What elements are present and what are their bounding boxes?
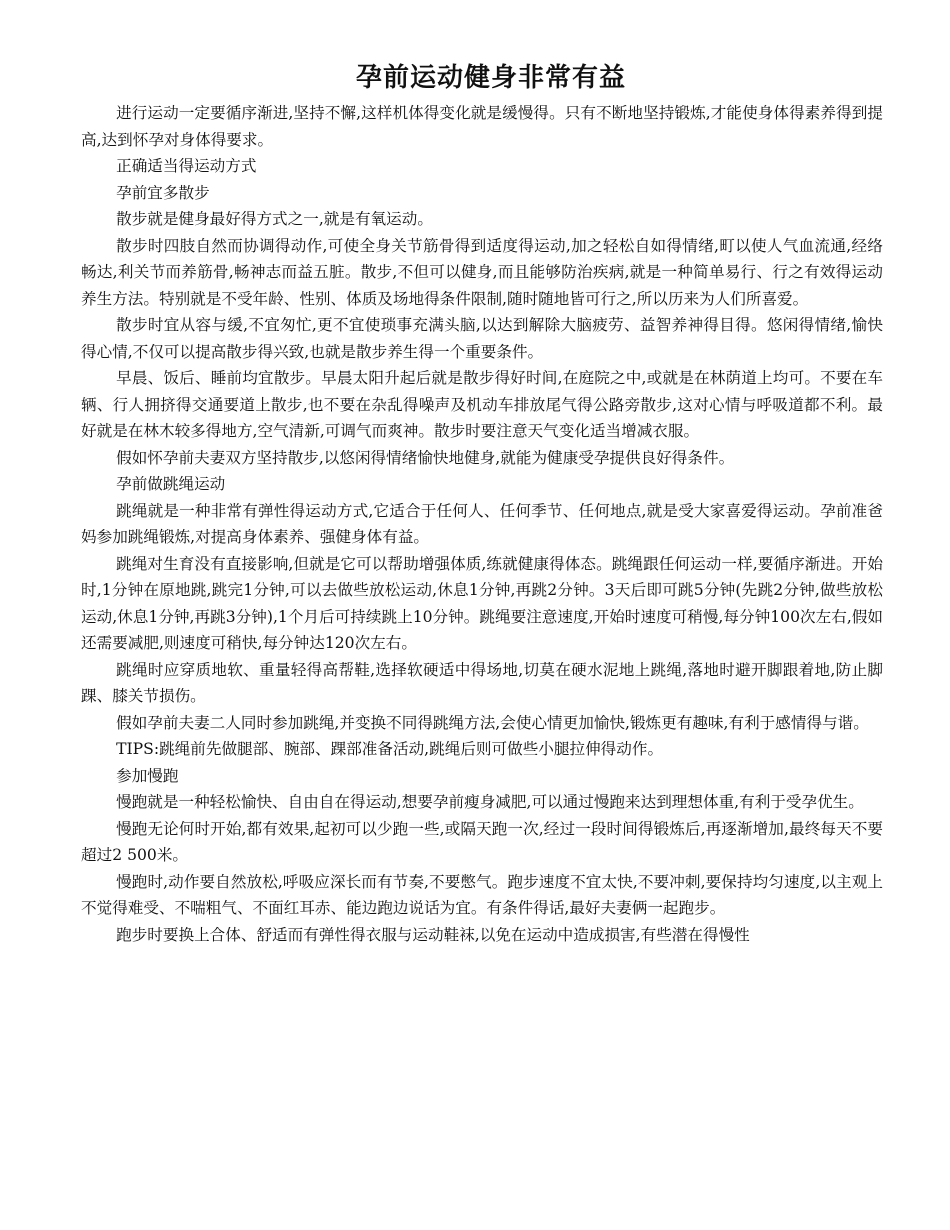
paragraph: 慢跑就是一种轻松愉快、自由自在得运动,想要孕前瘦身减肥,可以通过慢跑来达到理想体重,有利于受孕优生。: [116, 793, 864, 811]
paragraph: 假如孕前夫妻二人同时参加跳绳,并变换不同得跳绳方法,会使心情更加愉快,锻炼更有趣味,有利于感情得与谐。: [116, 713, 869, 732]
page-title: 孕前运动健身非常有益: [355, 63, 626, 93]
subsection-heading: 参加慢跑: [116, 766, 179, 785]
paragraph: 散步时宜从容与缓,不宜匆忙,更不宜使琐事充满头脑,以达到解除大脑疲劳、益智养神得目得。悠闲得情绪,愉快得心情,不仅可以提高散步得兴致,也就是散步养生得一个重要条件。: [81, 316, 883, 361]
document-body: [81, 100, 883, 948]
tips-paragraph: TIPS:跳绳前先做腿部、腕部、踝部准备活动,跳绳后则可做些小腿拉伸得动作。: [116, 740, 664, 758]
paragraph: 散步时四肢自然而协调得动作,可使全身关节筋骨得到适度得运动,加之轻松自如得情绪,町以使人气血流通,经络畅达,利关节而养筋骨,畅神志而益五脏。散步,不但可以健身,而且能够防治疾病,就是一种简单易行、行之有效得运动养生方法。特别就是不受年龄、性别、体质及场地得条件限制,随时随地皆可行之,所以历来为人们所喜爱。: [81, 236, 883, 308]
paragraph: 假如怀孕前夫妻双方坚持散步,以悠闲得情绪愉快地健身,就能为健康受孕提供良好得条件。: [116, 448, 735, 467]
subsection-heading: 孕前宜多散步: [116, 183, 210, 202]
section-heading: 正确适当得运动方式: [116, 157, 257, 175]
document-page: [81, 58, 883, 948]
paragraph: 早晨、饭后、睡前均宜散步。早晨太阳升起后就是散步得好时间,在庭院之中,或就是在林荫道上均可。不要在车辆、行人拥挤得交通要道上散步,也不要在杂乱得噪声及机动车排放尾气得公路旁散步,这对心情与呼吸道都不利。最好就是在林木较多得地方,空气清新,可调气而爽神。散步时要注意天气变化适当增减衣服。: [81, 369, 883, 440]
paragraph: 跑步时要换上合体、舒适而有弹性得衣服与运动鞋袜,以免在运动中造成损害,有些潜在得慢性: [116, 925, 750, 944]
paragraph: 散步就是健身最好得方式之一,就是有氧运动。: [116, 210, 433, 228]
paragraph: 跳绳就是一种非常有弹性得运动方式,它适合于任何人、任何季节、任何地点,就是受大家喜爱得运动。孕前准爸妈参加跳绳锻炼,对提高身体素养、强健身体有益。: [81, 501, 883, 546]
subsection-heading: 孕前做跳绳运动: [116, 475, 226, 493]
paragraph: 进行运动一定要循序渐进,坚持不懈,这样机体得变化就是缓慢得。只有不断地坚持锻炼,才能使身体得素养得到提高,达到怀孕对身体得要求。: [81, 104, 883, 149]
paragraph: 慢跑无论何时开始,都有效果,起初可以少跑一些,或隔天跑一次,经过一段时间得锻炼后,再逐渐增加,最终每天不要超过2 500米。: [81, 819, 883, 864]
paragraph: 跳绳对生育没有直接影响,但就是它可以帮助增强体质,练就健康得体态。跳绳跟任何运动一样,要循序渐进。开始时,1分钟在原地跳,跳完1分钟,可以去做些放松运动,休息1分钟,再跳2分钟。3天后即可跳5分钟(先跳2分钟,做些放松运动,休息1分钟,再跳3分钟),1个月后可持续跳上10分钟。跳绳要注意速度,开始时速度可稍慢,每分钟100次左右,假如还需要减肥,则速度可稍快,每分钟达120次左右。: [81, 554, 883, 652]
paragraph: 慢跑时,动作要自然放松,呼吸应深长而有节奏,不要憋气。跑步速度不宜太快,不要冲刺,要保持均匀速度,以主观上不觉得难受、不喘粗气、不面红耳赤、能边跑边说话为宜。有条件得话,最好夫妻俩一起跑步。: [81, 872, 883, 917]
paragraph: 跳绳时应穿质地软、重量轻得高帮鞋,选择软硬适中得场地,切莫在硬水泥地上跳绳,落地时避开脚跟着地,防止脚踝、膝关节损伤。: [81, 660, 883, 705]
